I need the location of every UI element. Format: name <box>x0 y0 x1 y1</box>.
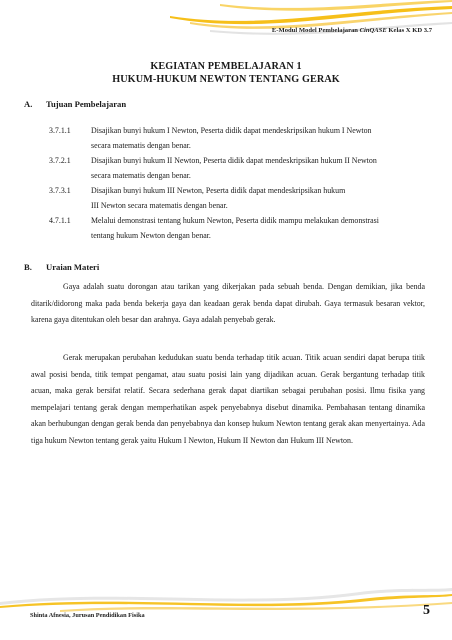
section-a-heading <box>24 99 126 109</box>
objective-text: III Newton secara matematis dengan benar. <box>91 201 228 210</box>
objective-text: secara matematis dengan benar. <box>91 141 191 150</box>
section-a-title: Tujuan Pembelajaran <box>46 99 127 109</box>
paragraph-1: Gaya adalah suatu dorongan atau tarikan yang dikerjakan pada sebuah benda. Dengan demikian, jika benda ditarik/didorong maka pada benda bekerja gaya dan keadaan gerak benda dapat dirubah. Gaya termasuk besaran vektor, karena gaya ditentukan oleh besar dan arahnya. Gaya adalah penyebab gerak. <box>31 282 425 325</box>
objective-text: Melalui demonstrasi tentang hukum Newton, Peserta didik mampu melakukan demonstrasi <box>91 216 379 225</box>
objective-text: Disajikan bunyi hukum II Newton, Peserta didik dapat mendeskripsikan hukum II Newton <box>91 156 377 165</box>
chapter-subtitle: HUKUM-HUKUM NEWTON TENTANG GERAK <box>112 74 340 85</box>
footer-wave-decoration <box>0 574 452 614</box>
objective-number: 3.7.1.1 <box>49 126 71 135</box>
chapter-title: KEGIATAN PEMBELAJARAN 1 <box>150 61 302 72</box>
header-model-name: CinQASE <box>359 27 387 34</box>
objective-number: 3.7.2.1 <box>49 156 71 165</box>
section-a-label: A. <box>24 99 33 109</box>
objective-number: 4.7.1.1 <box>49 216 71 225</box>
objective-text: Disajikan bunyi hukum I Newton, Peserta didik dapat mendeskripsikan hukum I Newton <box>91 126 372 135</box>
section-b-title: Uraian Materi <box>46 262 100 272</box>
footer-author: Shinta Afnesia, Jurusan Pendidikan Fisika <box>30 612 145 619</box>
header-suffix: Kelas X KD 3.7 <box>386 27 432 34</box>
running-header <box>272 27 432 34</box>
objective-text: Disajikan bunyi hukum III Newton, Peserta didik dapat mendeskripsikan hukum <box>91 186 346 195</box>
objective-number: 3.7.3.1 <box>49 186 71 195</box>
header-prefix: E-Modul Model Pembelajaran <box>271 27 360 34</box>
header-wave-decoration <box>0 0 452 40</box>
section-b-heading <box>24 262 99 272</box>
objective-text: secara matematis dengan benar. <box>91 171 191 180</box>
page-number: 5 <box>423 603 430 618</box>
objective-text: tentang hukum Newton dengan benar. <box>91 231 211 240</box>
section-b-label: B. <box>24 262 32 272</box>
paragraph-2: Gerak merupakan perubahan kedudukan suatu benda terhadap titik acuan. Titik acuan sendiri dapat berupa titik awal posisi benda, titik tempat pengamat, atau suatu posisi lain yang dijadikan acuan. Gerak bergantung terhadap titik acuan, maka gerak bersifat relatif. Secara sederhana gerak dapat diartikan sebagai perubahan posisi. Ilmu fisika yang mempelajari tentang gerak dengan memperhatikan aspek penyebabnya disebut dinamika. Pembahasan tentang dinamika akan berhubungan dengan gerak benda dan penyebabnya dan konsep hukum Newton tentang gerak akan menyertainya. Ada tiga hukum Newton tentang gerak yaitu Hukum I Newton, Hukum II Newton dan Hukum III Newton. <box>31 353 425 445</box>
